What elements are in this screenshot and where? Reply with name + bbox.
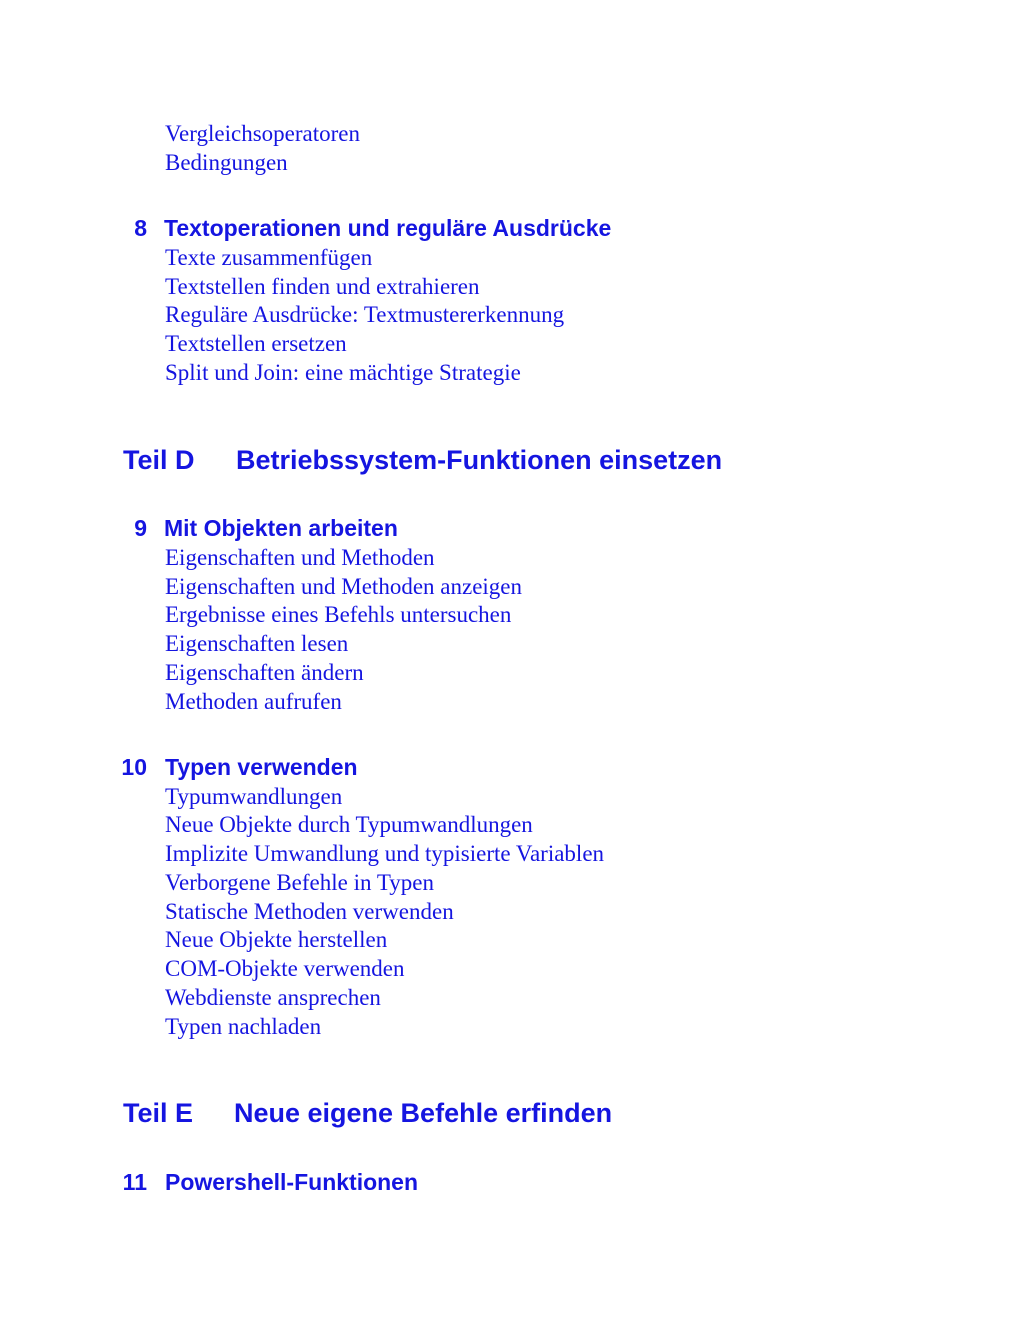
toc-entry[interactable]: Textstellen finden und extrahieren [165,274,480,299]
toc-entry[interactable]: Reguläre Ausdrücke: Textmustererkennung [165,302,565,327]
toc-entry[interactable]: Typen nachladen [165,1014,322,1039]
toc-entry[interactable]: COM-Objekte verwenden [165,956,405,981]
chapter-10-title[interactable]: Typen verwenden [165,754,358,780]
chapter-9-number: 9 [134,515,147,541]
toc-entry[interactable]: Eigenschaften und Methoden [165,545,435,570]
toc-entry[interactable]: Neue Objekte durch Typumwandlungen [165,812,533,837]
toc-entry[interactable]: Webdienste ansprechen [165,985,381,1010]
toc-entry[interactable]: Verborgene Befehle in Typen [165,870,434,895]
chapter-10-number: 10 [121,754,147,780]
chapter-9-title[interactable]: Mit Objekten arbeiten [164,515,398,541]
toc-entry[interactable]: Eigenschaften ändern [165,660,364,685]
part-e-label: Teil E [123,1098,194,1128]
chapter-8-number: 8 [134,215,147,241]
toc-entry[interactable]: Eigenschaften und Methoden anzeigen [165,574,523,599]
toc-entry[interactable]: Neue Objekte herstellen [165,927,388,952]
part-e-title[interactable]: Neue eigene Befehle erfinden [234,1098,613,1128]
part-d-label: Teil D [123,445,195,475]
toc-entry[interactable]: Texte zusammenfügen [165,245,373,270]
chapter-8-title[interactable]: Textoperationen und reguläre Ausdrücke [164,215,612,241]
toc-entry[interactable]: Textstellen ersetzen [165,331,347,356]
chapter-11-number: 11 [122,1169,147,1195]
toc-entry[interactable]: Implizite Umwandlung und typisierte Variablen [165,841,605,866]
toc-entry-bedingungen[interactable]: Bedingungen [165,150,288,175]
toc-entry[interactable]: Eigenschaften lesen [165,631,349,656]
toc-entry[interactable]: Ergebnisse eines Befehls untersuchen [165,602,512,627]
toc-entry[interactable]: Typumwandlungen [165,784,343,809]
toc-entry[interactable]: Split und Join: eine mächtige Strategie [165,360,521,385]
part-d-title[interactable]: Betriebssystem-Funktionen einsetzen [236,445,723,475]
toc-entry-vergleichsoperatoren[interactable]: Vergleichsoperatoren [165,121,360,146]
chapter-11-title[interactable]: Powershell-Funktionen [165,1169,419,1195]
toc-entry[interactable]: Statische Methoden verwenden [165,899,454,924]
toc-entry[interactable]: Methoden aufrufen [165,689,342,714]
